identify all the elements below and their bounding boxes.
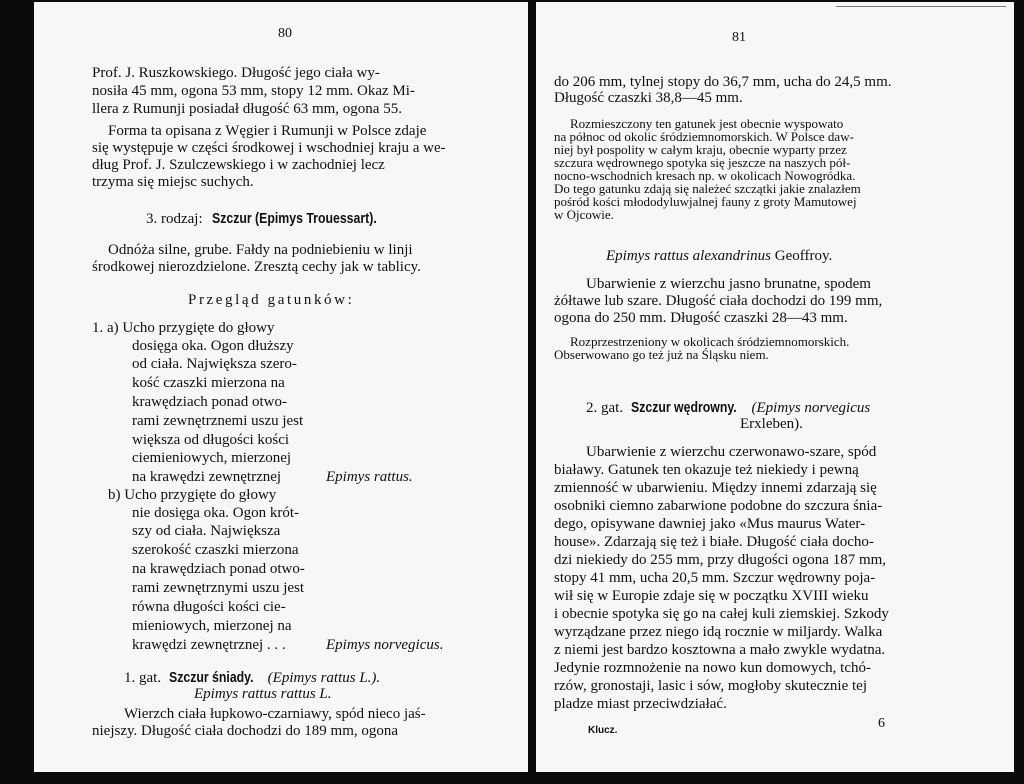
key-line: mieniowych, mierzonej na — [132, 618, 292, 634]
key-line: rami zewnętrznemi uszu jest — [132, 413, 304, 429]
text-line: trzyma się miejsc suchych. — [92, 174, 254, 190]
text-line: niejszy. Długość ciała dochodzi do 189 mm, ogona — [92, 723, 399, 739]
key-heading: Przegląd gatunków: — [188, 292, 355, 308]
species-number: 2. gat. — [586, 400, 624, 416]
text-line: stopy 41 mm, ucha 20,5 mm. Szczur wędrowny poja- — [554, 570, 876, 586]
subspecies-latin: Epimys rattus alexandrinus — [606, 248, 771, 264]
species-name: Szczur wędrowny. — [630, 399, 737, 416]
small-text-line: Rozprzestrzeniony w okolicach śródziemnomorskich. — [570, 334, 850, 349]
text-line: środkowej nierozdzielone. Zresztą cechy jak w tablicy. — [92, 259, 421, 275]
key-line: dosięga oka. Ogon dłuższy — [132, 338, 294, 354]
small-text-line: w Ojcowie. — [554, 207, 614, 222]
small-text-line: na północ od okolic śródziemnomorskich. W Polsce daw- — [554, 129, 854, 144]
left-page — [34, 2, 528, 772]
text-line: Forma ta opisana z Węgier i Rumunji w Polsce zdaje — [108, 123, 427, 139]
footer-signature: Klucz. — [588, 725, 618, 736]
text-line: Długość czaszki 38,8—45 mm. — [554, 90, 743, 106]
subspecies-heading: Epimys rattus rattus L. — [194, 686, 332, 702]
text-line: z niemi jest bardzo kosztowna a mało zwykle wydatna. — [554, 642, 886, 658]
small-text-line: nocno-wschodnich kresach np. w okolicach Nowogródka. — [554, 168, 856, 183]
text-line: do 206 mm, tylnej stopy do 36,7 mm, ucha do 24,5 mm. — [554, 74, 892, 90]
text-line: białawy. Gatunek ten okazuje też niekiedy i pewną — [554, 462, 859, 478]
small-text-line: Obserwowano go też już na Śląsku niem. — [554, 347, 769, 362]
key-line: od ciała. Największa szero- — [132, 356, 297, 372]
species-latin: (Epimys norvegicus — [751, 400, 871, 416]
subspecies-author: Geoffroy. — [774, 248, 833, 264]
small-text-line: szczura wędrownego spotyka się jeszcze na naszych pół- — [554, 155, 851, 170]
species-name: Szczur śniady. — [168, 669, 254, 686]
page-number: 81 — [732, 30, 746, 45]
page-number: 80 — [278, 26, 292, 41]
genus-name: Szczur (Epimys Trouessart). — [212, 210, 378, 227]
text-line: house». Zdarzają się też i białe. Długość ciała docho- — [554, 534, 874, 550]
small-text-line: niej był pospolity w całym kraju, obecnie wyparty przez — [554, 142, 847, 157]
genus-number: 3. rodzaj: — [146, 211, 203, 227]
text-line: się występuje w części środkowej i wschodniej kraju a we- — [92, 140, 446, 156]
text-line: osobniki ciemno zabarwione podobne do szczura śnia- — [554, 498, 883, 514]
text-line: dzi niekiedy do 255 mm, przy długości ogona 187 mm, — [554, 552, 887, 568]
right-page — [536, 2, 1014, 772]
key-result: Epimys norvegicus. — [326, 637, 444, 653]
species-number: 1. gat. — [124, 670, 162, 686]
key-line: większa od długości kości — [132, 432, 290, 448]
key-line: kość czaszki mierzona na — [132, 375, 285, 391]
small-text-line: pośród kości młododyluwjalnej fauny z groty Mamutowej — [554, 194, 857, 209]
small-text-line: Do tego gatunku zdają się należeć szczątki jakie znalazłem — [554, 181, 861, 196]
text-line: rzów, gronostaji, lasic i sów, mogłoby skutecznie tej — [554, 678, 867, 694]
key-line: krawędzi zewnętrznej . . . — [132, 637, 286, 653]
text-line: pladze miast przeciwdziałać. — [554, 696, 727, 712]
key-line: równa długości kości cie- — [132, 599, 286, 615]
top-rule — [836, 6, 1006, 7]
text-line: żółtawe lub szare. Długość ciała dochodzi do 199 mm, — [554, 293, 883, 309]
text-line: Ubarwienie z wierzchu jasno brunatne, spodem — [586, 276, 871, 292]
text-line: nosiła 45 mm, ogona 53 mm, stopy 12 mm. Okaz Mi- — [92, 83, 415, 99]
key-line: szerokość czaszki mierzona — [132, 542, 299, 558]
text-line: Prof. J. Ruszkowskiego. Długość jego ciała wy- — [92, 65, 380, 81]
text-line: Wierzch ciała łupkowo-czarniawy, spód nieco jaś- — [124, 706, 426, 722]
key-line: 1. a) Ucho przygięte do głowy — [92, 320, 275, 336]
genus-heading — [146, 210, 413, 228]
text-line: ogona do 250 mm. Długość czaszki 28—43 mm. — [554, 310, 848, 326]
text-line: Ubarwienie z wierzchu czerwonawo-szare, spód — [586, 444, 877, 460]
text-line: zmienność w ubarwieniu. Między innemi zdarzają się — [554, 480, 877, 496]
key-result: Epimys rattus. — [326, 469, 413, 485]
footer-sheet-number: 6 — [878, 716, 885, 731]
subspecies-heading — [606, 248, 832, 265]
text-line: i obecnie spotyka się go na całej kuli ziemskiej. Szkody — [554, 606, 889, 622]
text-line: Odnóża silne, grube. Fałdy na podniebieniu w linji — [108, 242, 413, 258]
species-latin: (Epimys rattus L.). — [267, 670, 381, 686]
key-line: szy od ciała. Największa — [132, 523, 281, 539]
key-line: na krawędzi zewnętrznej — [132, 469, 282, 485]
text-line: dług Prof. J. Szulczewskiego i w zachodniej lecz — [92, 157, 385, 173]
text-line: Jedynie rozmnożenie na nowo kun domowych, tchó- — [554, 660, 871, 676]
text-line: wił się w Europie zdaje się w początku XVIII wieku — [554, 588, 869, 604]
species-heading — [124, 669, 380, 687]
text-line: llera z Rumunji posiadał długość 63 mm, ogona 55. — [92, 101, 402, 117]
text-line: wyrządzane przez niego idą rocznie w miljardy. Walka — [554, 624, 883, 640]
key-line: nie dosięga oka. Ogon krót- — [132, 505, 300, 521]
key-line: na krawędziach ponad otwo- — [132, 561, 305, 577]
key-line: b) Ucho przygięte do głowy — [108, 487, 277, 503]
species-author: Erxleben). — [740, 416, 803, 432]
text-line: dego, opisywane dawniej jako «Mus maurus Water- — [554, 516, 866, 532]
key-line: ciemieniowych, mierzonej — [132, 450, 292, 466]
key-line: rami zewnętrznymi uszu jest — [132, 580, 305, 596]
species-heading — [586, 399, 870, 417]
key-line: krawędziach ponad otwo- — [132, 394, 287, 410]
small-text-line: Rozmieszczony ten gatunek jest obecnie wyspowato — [570, 116, 844, 131]
